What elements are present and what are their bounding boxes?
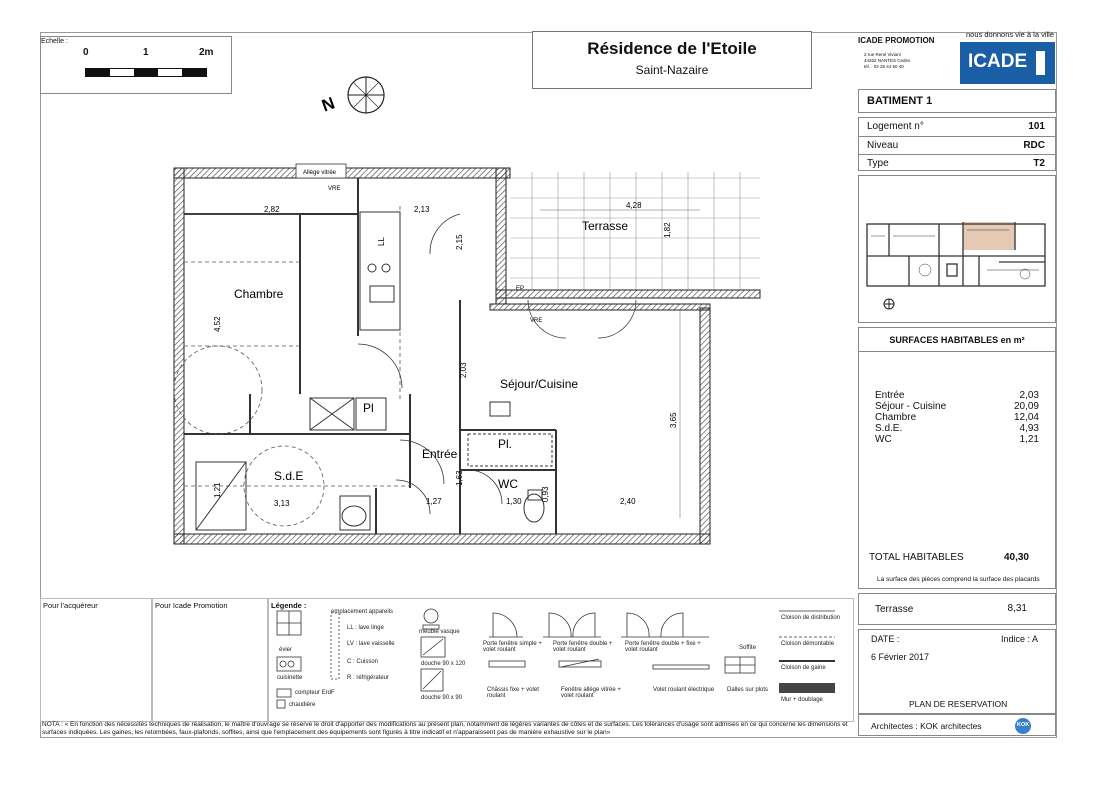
surface-value: 4,93 [1019,423,1039,434]
legend-mur: Mur + doublage [781,697,823,703]
dim-130: 1,30 [506,497,522,506]
unit-row [859,118,1055,136]
project-city: Saint-Nazaire [635,63,709,77]
promoter-address-2: 44262 NANTES Cedex [864,58,911,63]
dim-182: 1,82 [663,222,672,238]
dim-203: 2,03 [459,362,468,378]
label-allege: Allège vitrée [303,170,337,176]
surface-item [875,434,1039,445]
dim-127: 1,27 [426,497,442,506]
buyer-signature-box [40,598,152,722]
surfaces-total-value: 40,30 [1003,552,1029,563]
unit-info-box [858,117,1056,171]
legend-soffite: Soffite [739,645,756,651]
promoter-signature-label: Pour Icade Promotion [155,601,228,610]
architects-box [858,714,1056,736]
dim-452: 4,52 [213,316,222,332]
legend-ll: LL : lave linge [347,625,384,631]
promoter-name: ICADE PROMOTION [858,36,935,45]
room-terrasse: Terrasse [582,219,629,233]
plan-type: PLAN DE RESERVATION [909,699,1008,709]
scale-box [40,36,232,94]
surface-value: 2,03 [1019,390,1039,401]
room-sejour: Séjour/Cuisine [500,377,579,391]
date-label: DATE : [871,634,900,644]
unit-row-label: Logement n° [867,121,924,132]
floor-plan [160,150,780,550]
surface-item [875,390,1039,401]
legend-cloison-dist: Cloison de distribution [781,615,841,621]
surface-item [875,412,1039,423]
legend-box [268,598,854,722]
promoter-signature-box [152,598,268,722]
room-sde: S.d.E [274,469,304,483]
unit-row-value: 101 [1028,121,1045,132]
date-box [858,629,1056,714]
legend-douche-2: douche 90 x 90 [421,695,463,701]
promoter-block [858,30,1056,86]
legend-chassis: Châssis fixe + volet roulant [487,687,539,699]
label-ll: LL [377,237,386,246]
dim-093: 0,93 [541,486,550,502]
building-box [858,89,1056,113]
dim-215: 2,15 [455,234,464,250]
dim-240: 2,40 [620,497,636,506]
architects-text: Architectes : KOK architectes [871,721,982,731]
dim-365: 3,65 [669,412,678,428]
key-plan [859,176,1055,322]
dim-428: 4,28 [626,201,642,210]
legend-c: C : Cuisson [347,659,379,665]
legend-porte-3: Porte fenêtre double + fixe + volet roulant [625,641,701,653]
date-index: Indice : A [1001,634,1039,644]
promoter-phone: tél. : 02 28 44 50 40 [864,64,904,69]
surface-value: 20,09 [1013,401,1039,412]
legend-title: Légende : [271,601,307,610]
key-plan-compass-icon [884,299,894,309]
surface-name: S.d.E. [875,423,903,434]
room-entree: Entrée [422,447,458,461]
surface-name: Séjour - Cuisine [875,401,947,412]
scale-label: Echelle : [41,38,68,45]
surfaces-header: SURFACES HABITABLES en m² [889,335,1025,345]
legend-cloison-dem: Cloison démontable [781,641,835,647]
icade-logo-text: ICADE [968,51,1028,72]
surface-name: Chambre [875,412,917,423]
surface-value: 12,04 [1013,412,1039,423]
legend-fenetre: Fenêtre allège vitrée + volet roulant [561,687,621,699]
surface-value: 1,21 [1019,434,1039,445]
project-title: Résidence de l'Etoile [587,39,757,58]
legend-cloison-gaine: Cloison de gaine [781,665,826,671]
building-label: BATIMENT 1 [867,95,933,107]
promoter-address-1: 2 rue René Viviani [864,52,901,57]
walls [174,168,760,544]
surface-name: Entrée [875,390,905,401]
label-vre-2: VRE [530,318,543,324]
label-vre-1: VRE [328,186,341,192]
room-wc: WC [498,477,518,491]
scale-tick-1: 1 [143,47,149,58]
surface-name: WC [875,434,892,445]
terrace-label: Terrasse [875,604,914,615]
surfaces-total-label: TOTAL HABITABLES [869,552,964,563]
dim-121: 1,21 [213,482,222,498]
date-value: 6 Février 2017 [871,652,930,662]
legal-note: NOTA : « En fonction des nécessités techniques de réalisation, le maître d'ouvrage se réserve le droit d'apporter des modifications au présent plan, notamment de légères variantes de côtes et de surfaces. Les tolérances d'usage sont admises en ce qui concerne les dimensions et surfaces indiquées. Les gaines, les retombées, faux-plafonds, soffites, ainsi que l'emplacement des équipements sont figurés à titre indicatif et n'apparaissent pas de manière exhaustive sur le plan» [42,721,848,736]
surfaces-box [858,327,1056,589]
legend-porte-1: Porte fenêtre simple + volet roulant [483,641,542,653]
compass-icon [316,66,386,126]
legend-meuble-vasque: meuble vasque [419,629,460,635]
scale-tick-0: 0 [83,47,89,58]
unit-row-label: Type [867,158,889,169]
legend-volet: Volet roulant électrique [653,687,715,693]
surface-item [875,423,1039,434]
legend-douche-1: douche 90 x 120 [421,661,466,667]
dim-313: 3,13 [274,499,290,508]
legend-emplacement: emplacement appareils [331,609,394,615]
scale-tick-2: 2m [199,47,214,58]
surface-item [875,401,1039,412]
unit-row-label: Niveau [867,140,899,151]
legend-lv: LV : lave vaisselle [347,641,395,647]
room-pl-1: Pl [363,401,374,415]
legend-dalles: Dalles sur plots [727,687,769,693]
surfaces-header-bar [859,328,1055,352]
unit-row-value: RDC [1023,140,1045,151]
title-box [532,31,812,89]
dim-213: 2,13 [414,205,430,214]
legend-chaudiere: chaudière [289,702,316,708]
legend-compteur: compteur ErdF [295,690,335,696]
terrace-tiles [510,172,760,290]
terrace-box [858,593,1056,625]
key-plan-box [858,175,1056,323]
promoter-tagline: nous donnons vie à la ville [966,30,1054,39]
scale-bar [85,68,207,77]
unit-row-value: T2 [1033,158,1045,169]
buyer-signature-label: Pour l'acquéreur [43,601,98,610]
room-chambre: Chambre [234,287,284,301]
legend-porte-2: Porte fenêtre double + volet roulant [553,641,613,653]
compass-letter: N [319,93,338,116]
icade-logo [960,42,1055,84]
dim-282: 2,82 [264,205,280,214]
legend-cuisinette: cuisinette [277,675,303,681]
legend-evier: évier [279,647,293,653]
label-ep: EP [516,286,525,292]
legend-r: R : réfrigérateur [347,675,390,681]
terrace-value: 8,31 [1007,603,1027,614]
unit-row [859,154,1055,172]
kok-logo-text: KOK [1017,722,1030,728]
dim-163: 1,63 [455,470,464,486]
kok-logo [1015,718,1031,734]
unit-row [859,136,1055,154]
icade-logo-mark [1036,51,1045,75]
surfaces-note: La surface des pièces comprend la surface des placards [877,576,1040,583]
room-pl-2: Pl. [498,437,513,451]
